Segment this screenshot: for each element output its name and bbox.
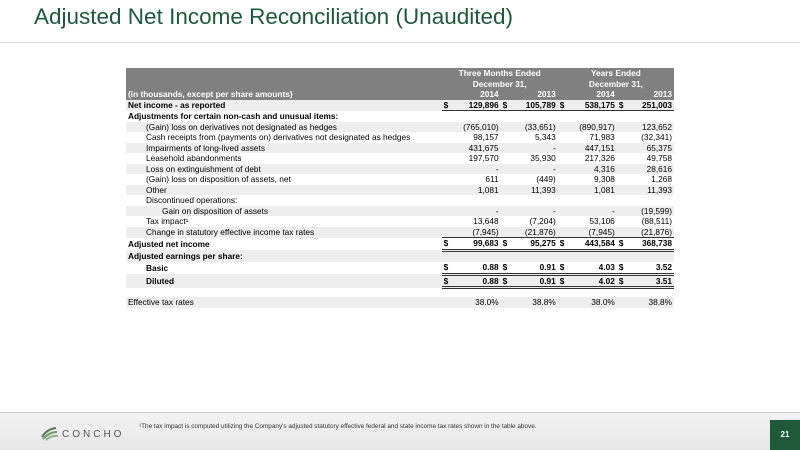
header-three-months: Three Months Ended: [442, 68, 558, 79]
header-year: 2014: [558, 89, 617, 100]
header-row-years: [126, 89, 674, 100]
header-year: 2013: [617, 89, 674, 100]
row-tax-rate-change: Change in statutory effective income tax rates (7,945) (21,876) (7,945) (21,876): [126, 227, 674, 238]
slide-title: Adjusted Net Income Reconciliation (Unaudited): [34, 4, 514, 29]
row-discontinued-gain: Gain on disposition of assets - - - (19,599): [126, 206, 674, 217]
row-derivative-cash-receipts: Cash receipts from (payments on) derivatives not designated as hedges 98,157 5,343 71,983 (32,341): [126, 132, 674, 143]
row-net-income: Net income - as reported $ 129,896 $ 105,789 $ 538,175 $ 251,003: [128, 99, 672, 110]
row-tax-impact: Tax impact¹ 13,648 (7,204) 53,106 (88,511): [126, 216, 674, 227]
tax-impact-footnote: ¹The tax impact is computed utilizing the Company's adjusted statutory effective federal and state income tax rates shown in the table above.: [139, 423, 537, 430]
row-adjusted-net-income: Adjusted net income $ 99,683 $ 95,275 $ 443,584 $ 368,738: [128, 238, 672, 249]
row-eps-diluted: Diluted $ 0.88 $ 0.91 $ 4.02 $ 3.51: [126, 274, 674, 288]
row-effective-tax-rates: Effective tax rates 38.0% 38.8% 38.0% 38.8%: [128, 297, 672, 307]
spacer-row: [126, 288, 674, 298]
header-three-months-sub: December 31,: [442, 79, 558, 90]
unit-label: (in thousands, except per share amounts): [126, 89, 442, 100]
header-row-group: [126, 68, 674, 79]
header-year: 2014: [442, 89, 501, 100]
footer-divider: [0, 412, 800, 413]
row-eps-basic: Basic $ 0.88 $ 0.91 $ 4.03 $ 3.52: [126, 262, 674, 274]
row-eps-heading: Adjusted earnings per share:: [126, 250, 674, 262]
company-logo-text: CONCHO: [62, 429, 125, 440]
row-derivatives-gain-loss: (Gain) loss on derivatives not designated as hedges (765,010) (33,651) (890,917) 123,652: [126, 122, 674, 133]
reconciliation-table: [126, 68, 674, 308]
header-years-ended-sub: December 31,: [558, 79, 674, 90]
page-number: 21: [770, 420, 800, 450]
row-discontinued-operations-heading: Discontinued operations:: [126, 195, 674, 206]
row-leasehold-abandonments: Leasehold abandonments 197,570 35,930 217,326 49,758: [126, 153, 674, 164]
row-debt-extinguishment: Loss on extinguishment of debt - - 4,316 28,616: [126, 164, 674, 175]
row-other: Other 1,081 11,393 1,081 11,393: [126, 185, 674, 196]
title-divider: [0, 42, 800, 43]
header-year: 2013: [501, 89, 558, 100]
row-disposition-of-assets: (Gain) loss on disposition of assets, net 611 (449) 9,308 1,268: [126, 174, 674, 185]
row-adjustments-heading: Adjustments for certain non-cash and unusual items:: [126, 111, 674, 122]
header-years-ended: Years Ended: [558, 68, 674, 79]
row-impairments: Impairments of long-lived assets 431,675 - 447,151 65,375: [126, 143, 674, 154]
header-row-subgroup: [126, 79, 674, 90]
